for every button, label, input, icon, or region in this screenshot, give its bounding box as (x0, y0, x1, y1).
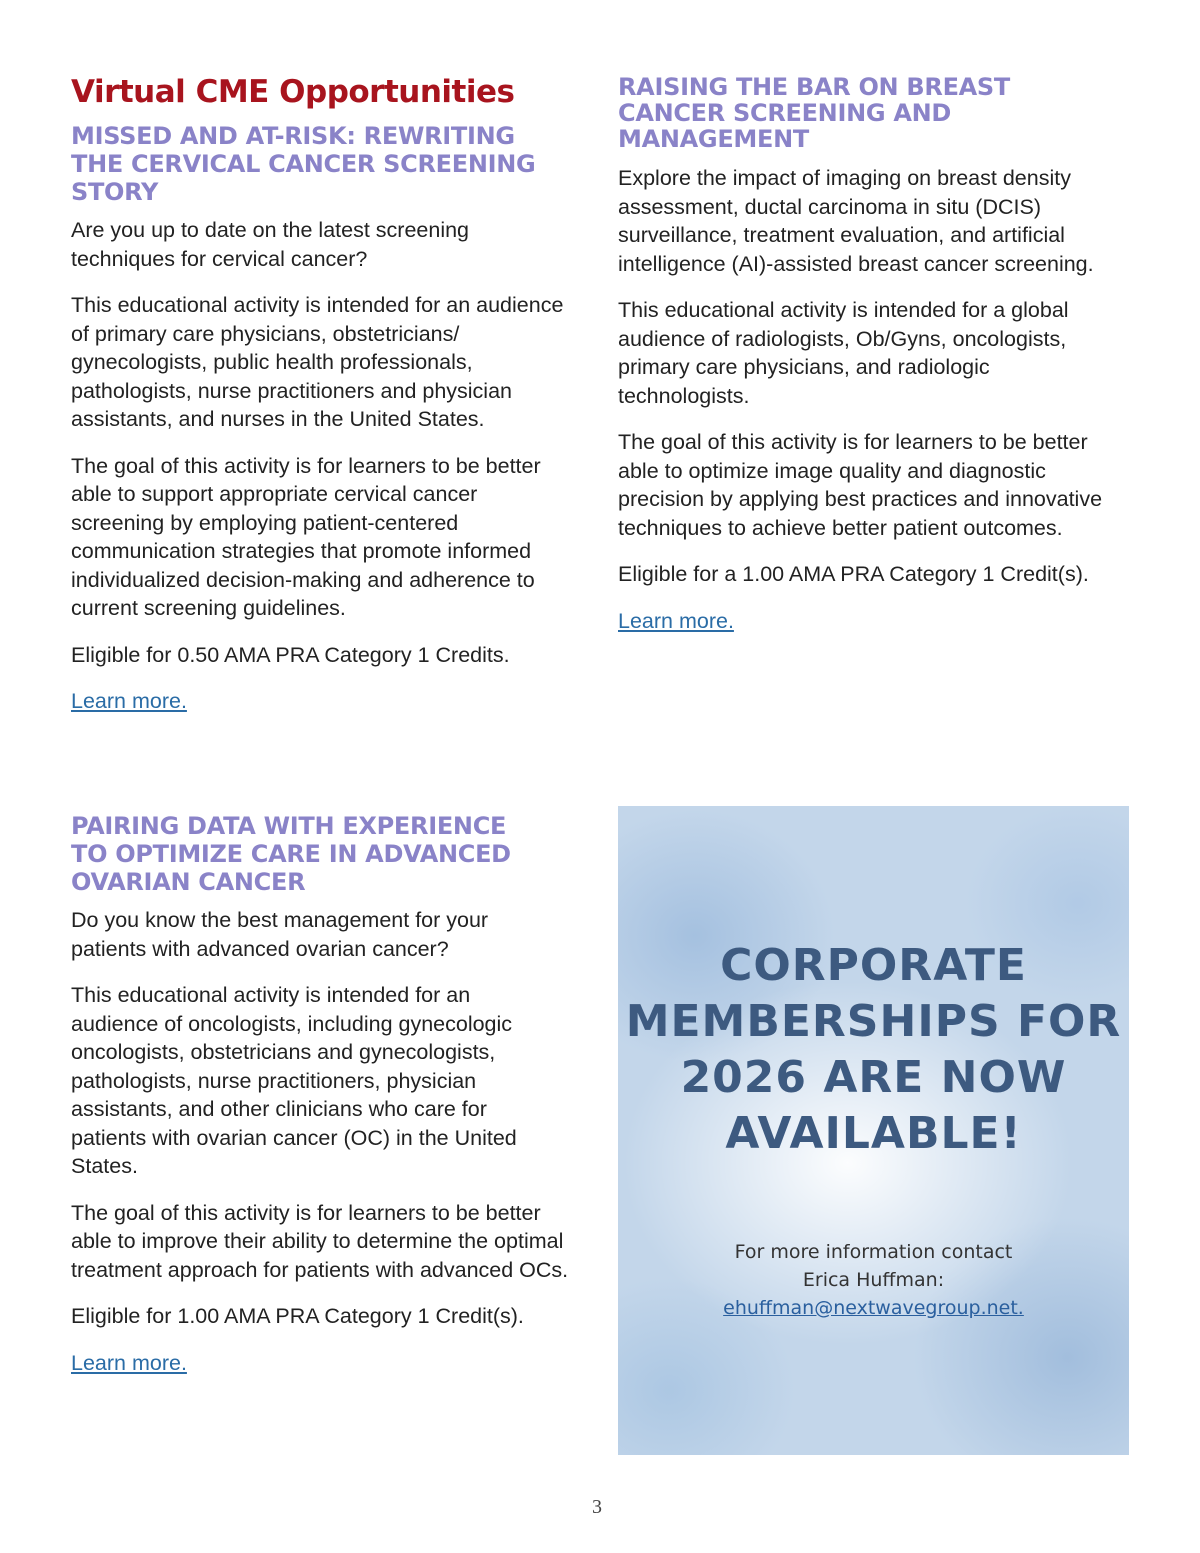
page-title: Virtual CME Opportunities (71, 74, 515, 110)
breast-learn-more-link[interactable]: Learn more. (618, 608, 734, 633)
section-heading-cervical: MISSED AND AT-RISK: REWRITING THE CERVICAL CANCER SCREENING STORY (71, 122, 536, 206)
section-ovarian-cancer (71, 812, 591, 1377)
cervical-audience: This educational activity is intended for an audience of primary care physicians, obstetricians/ gynecologists, public health professionals, pathologists, nurse practitioners and physician assistants, and nurses in the United States. (71, 293, 564, 431)
breast-intro: Explore the impact of imaging on breast density assessment, ductal carcinoma in situ (DCIS) surveillance, treatment evaluation, and artificial intelligence (AI)-assisted breast cancer screening. (618, 166, 1094, 276)
cervical-learn-more-link[interactable]: Learn more. (71, 689, 187, 713)
ovarian-audience: This educational activity is intended for an audience of oncologists, including gynecologic oncologists, obstetricians and gynecologists, pathologists, nurse practitioners, physician assistants, and other clinicians who care for patients with ovarian cancer (OC) in the United States. (71, 983, 517, 1178)
promo-headline: CORPORATE MEMBERSHIPS FOR 2026 ARE NOW AVAILABLE! (625, 940, 1122, 1159)
corporate-membership-promo (618, 806, 1129, 1455)
cervical-goal: The goal of this activity is for learners to be better able to support appropriate cervical cancer screening by employing patient-centered communication strategies that promote informed individualized decision-making and adherence to current screening guidelines. (71, 453, 541, 620)
page-number: 3 (592, 1496, 602, 1518)
section-cervical-cancer (71, 74, 591, 715)
promo-contact-info (618, 1238, 1129, 1294)
cervical-intro: Are you up to date on the latest screening techniques for cervical cancer? (71, 218, 470, 271)
section-breast-cancer (618, 74, 1138, 635)
promo-contact-text: For more information contact Erica Huffman: (734, 1241, 1013, 1291)
ovarian-credits: Eligible for 1.00 AMA PRA Category 1 Credit(s). (71, 1304, 524, 1328)
ovarian-intro: Do you know the best management for your patients with advanced ovarian cancer? (71, 908, 489, 961)
section-heading-ovarian: PAIRING DATA WITH EXPERIENCE TO OPTIMIZE CARE IN ADVANCED OVARIAN CANCER (71, 812, 511, 896)
section-heading-breast: RAISING THE BAR ON BREAST CANCER SCREENING AND MANAGEMENT (618, 73, 1010, 153)
breast-audience: This educational activity is intended for a global audience of radiologists, Ob/Gyns, oncologists, primary care physicians, and radiologic technologists. (618, 298, 1069, 408)
promo-email-link[interactable]: ehuffman@nextwavegroup.net. (723, 1297, 1024, 1319)
ovarian-goal: The goal of this activity is for learners to be better able to improve their ability to determine the optimal treatment approach for patients with advanced OCs. (71, 1200, 569, 1282)
breast-credits: Eligible for a 1.00 AMA PRA Category 1 Credit(s). (618, 562, 1089, 586)
breast-goal: The goal of this activity is for learners to be better able to optimize image quality and diagnostic precision by applying best practices and innovative techniques to achieve better patient outcomes. (618, 430, 1103, 540)
ovarian-learn-more-link[interactable]: Learn more. (71, 1350, 187, 1375)
cervical-credits: Eligible for 0.50 AMA PRA Category 1 Credits. (71, 642, 510, 667)
